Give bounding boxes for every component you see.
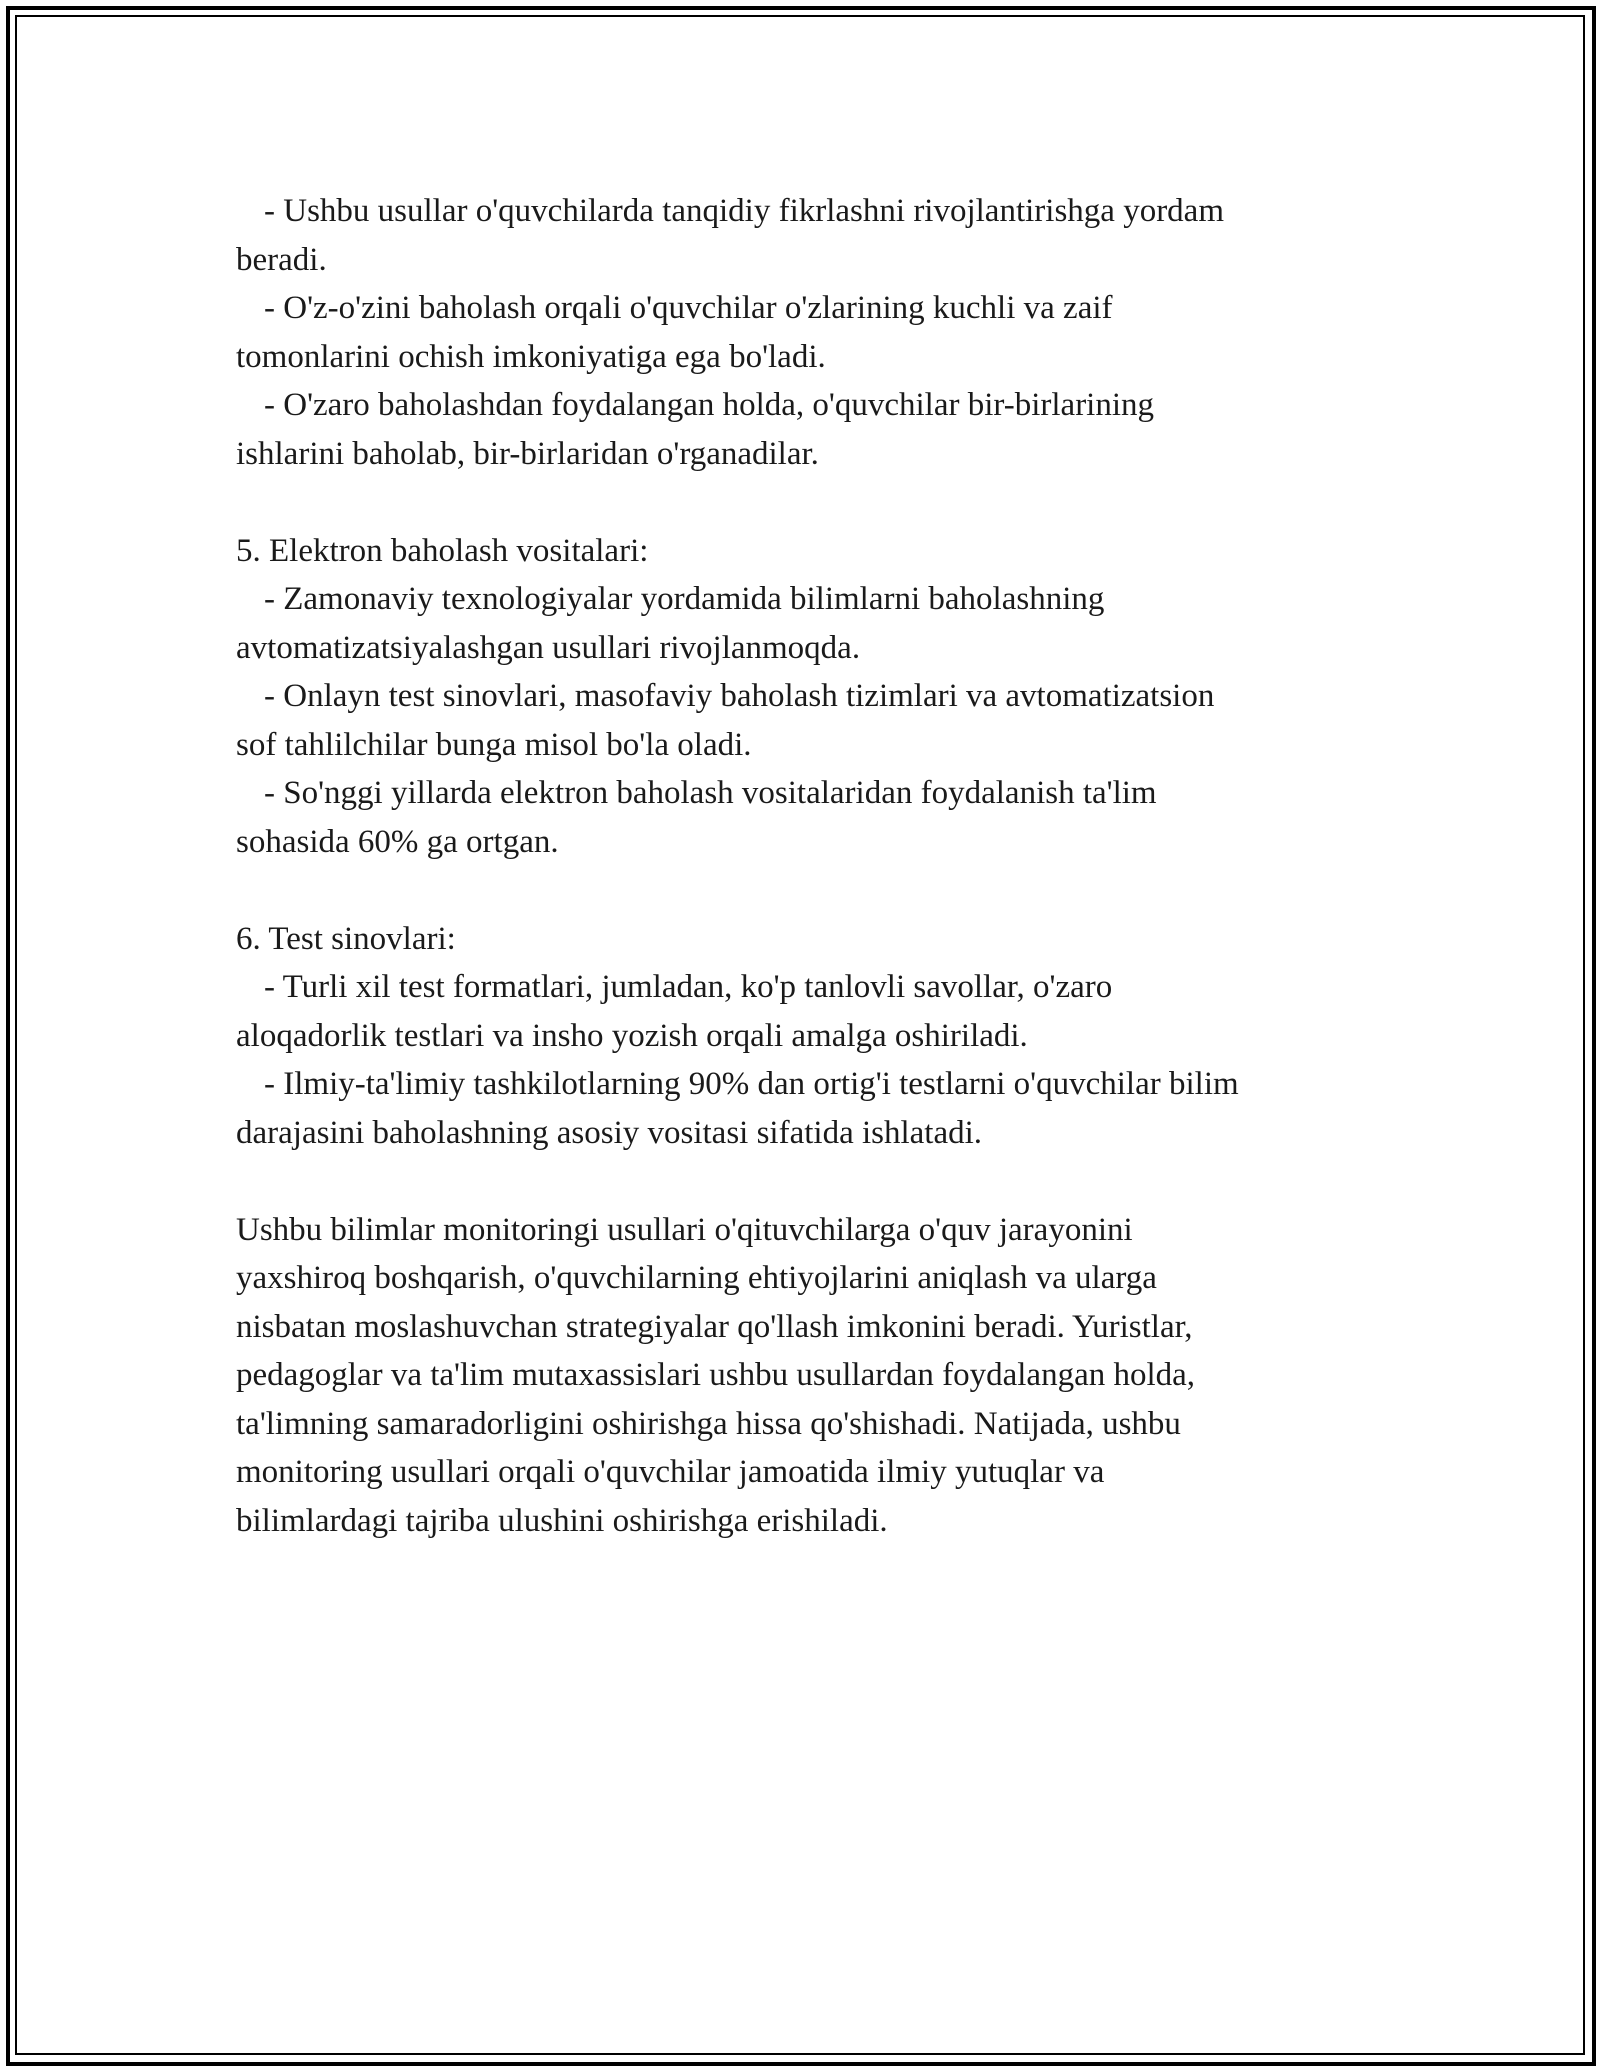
document-body	[236, 187, 1386, 1545]
section-test-trials	[236, 915, 1386, 1158]
list-item	[236, 284, 1386, 381]
paragraph-line: pedagoglar va ta'lim mutaxassislari ushbu usullardan foydalangan holda,	[236, 1357, 1196, 1393]
list-item	[236, 769, 1386, 866]
list-item	[236, 575, 1386, 672]
list-item	[236, 963, 1386, 1060]
list-item-line: - O'z-o'zini baholash orqali o'quvchilar o'zlarining kuchli va zaif	[264, 290, 1113, 326]
paragraph-line: yaxshiroq boshqarish, o'quvchilarning ehtiyojlarini aniqlash va ularga	[236, 1260, 1157, 1296]
list-item	[236, 187, 1386, 284]
section-electronic-assessment	[236, 527, 1386, 867]
section-heading: 5. Elektron baholash vositalari:	[236, 532, 649, 569]
paragraph-line: monitoring usullari orqali o'quvchilar jamoatida ilmiy yutuqlar va	[236, 1454, 1105, 1490]
list-item-line: - Ushbu usullar o'quvchilarda tanqidiy fikrlashni rivojlantirishga yordam	[264, 193, 1224, 229]
paragraph-line: nisbatan moslashuvchan strategiyalar qo'llash imkonini beradi. Yuristlar,	[236, 1308, 1193, 1345]
paragraph-gap	[236, 1157, 1386, 1206]
list-item-line: - So'nggi yillarda elektron baholash vositalaridan foydalanish ta'lim	[264, 775, 1157, 811]
list-item-line: - Ilmiy-ta'limiy tashkilotlarning 90% dan ortig'i testlarni o'quvchilar bilim	[264, 1066, 1239, 1102]
list-item-line: darajasini baholashning asosiy vositasi sifatida ishlatadi.	[236, 1114, 983, 1151]
paragraph-line: Ushbu bilimlar monitoringi usullari o'qituvchilarga o'quv jarayonini	[236, 1211, 1133, 1248]
paragraph-gap	[236, 478, 1386, 527]
list-item-line: ishlarini baholab, bir-birlaridan o'rganadilar.	[236, 435, 819, 472]
list-item-line: - O'zaro baholashdan foydalangan holda, o'quvchilar bir-birlarining	[264, 387, 1155, 423]
paragraph-gap	[236, 866, 1386, 915]
section-heading: 6. Test sinovlari:	[236, 920, 456, 957]
section-continuation	[236, 187, 1386, 478]
list-item	[236, 1060, 1386, 1157]
list-item-line: - Turli xil test formatlari, jumladan, ko'p tanlovli savollar, o'zaro	[264, 969, 1113, 1005]
conclusion-paragraph	[236, 1206, 1386, 1546]
list-item-line: sof tahlilchilar bunga misol bo'la oladi.	[236, 726, 752, 763]
list-item-line: tomonlarini ochish imkoniyatiga ega bo'ladi.	[236, 338, 826, 375]
paragraph-line: ta'limning samaradorligini oshirishga hissa qo'shishadi. Natijada, ushbu	[236, 1405, 1181, 1442]
list-item-line: beradi.	[236, 241, 327, 278]
list-item	[236, 672, 1386, 769]
list-item-line: sohasida 60% ga ortgan.	[236, 823, 559, 860]
paragraph-line: bilimlardagi tajriba ulushini oshirishga erishiladi.	[236, 1502, 888, 1539]
list-item-line: - Zamonaviy texnologiyalar yordamida bilimlarni baholashning	[264, 581, 1105, 617]
list-item-line: aloqadorlik testlari va insho yozish orqali amalga oshiriladi.	[236, 1017, 1028, 1054]
list-item	[236, 381, 1386, 478]
list-item-line: avtomatizatsiyalashgan usullari rivojlanmoqda.	[236, 629, 861, 666]
list-item-line: - Onlayn test sinovlari, masofaviy baholash tizimlari va avtomatizatsion	[264, 678, 1215, 714]
